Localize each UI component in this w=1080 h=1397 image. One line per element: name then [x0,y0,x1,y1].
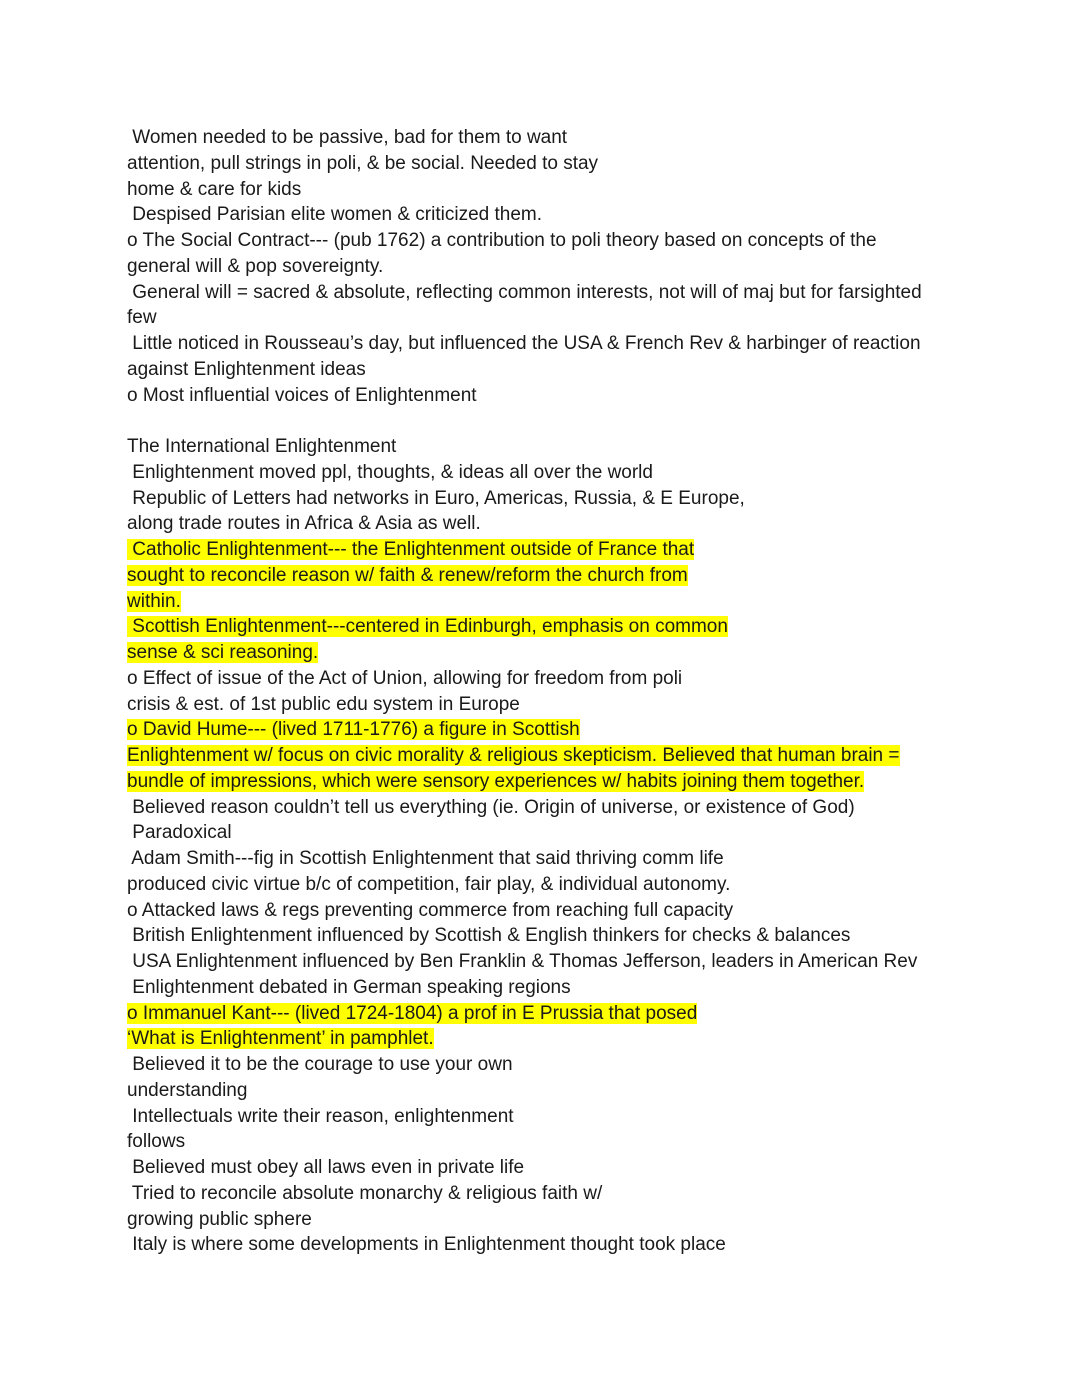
highlighted-note-line [127,743,957,769]
note-line-text: follows [127,1131,186,1153]
note-line [127,820,957,846]
note-line-text: Little noticed in Rousseau’s day, but influenced the USA & French Rev & harbinger of reaction [127,333,921,354]
note-line-text: Believed reason couldn’t tell us everything (ie. Origin of universe, or existence of God) [127,796,855,818]
note-line-text: sense & sci reasoning. [127,642,319,663]
note-line [127,383,957,409]
note-line [127,254,957,280]
notes-body [127,125,957,1258]
note-line [127,460,957,486]
note-line [127,923,957,949]
note-line-text: Scottish Enlightenment---centered in Edinburgh, emphasis on common [127,616,728,638]
note-line-text: Believed it to be the courage to use your own [127,1054,513,1075]
note-line [127,1181,957,1207]
note-line-text: Catholic Enlightenment--- the Enlightenment outside of France that [127,539,695,560]
note-line-text: sought to reconcile reason w/ faith & renew/reform the church from [127,564,688,586]
note-line-text: against Enlightenment ideas [127,358,366,380]
note-line-text: home & care for kids [127,178,302,200]
note-line-text: o Effect of issue of the Act of Union, allowing for freedom from poli [127,667,683,689]
note-line-text: bundle of impressions, which were sensory experiences w/ habits joining them together. [127,770,865,792]
note-line [127,486,957,512]
note-line [127,1207,957,1233]
note-line-text: Paradoxical [127,822,232,844]
note-line [127,872,957,898]
note-line [127,949,957,975]
note-line [127,666,957,692]
note-line [127,125,957,151]
note-line-text: British Enlightenment influenced by Scottish & English thinkers for checks & balances [127,925,851,947]
note-line [127,202,957,228]
note-line [127,975,957,1001]
note-line-text: Adam Smith---fig in Scottish Enlightenment that said thriving comm life [127,848,724,869]
note-line-text: o David Hume--- (lived 1711-1776) a figure in Scottish [127,719,580,741]
note-line [127,795,957,821]
note-line-text: The International Enlightenment [127,436,397,457]
note-line-text: USA Enlightenment influenced by Ben Franklin & Thomas Jefferson, leaders in American Rev [127,951,918,972]
note-line [127,280,957,306]
note-line-text: Italy is where some developments in Enlightenment thought took place [127,1234,726,1256]
highlighted-note-line [127,537,957,563]
note-line [127,434,957,460]
note-line-text: understanding [127,1079,248,1101]
note-line [127,151,957,177]
note-line-text: General will = sacred & absolute, reflecting common interests, not will of maj but for farsighted [127,281,922,303]
note-line-text: o Attacked laws & regs preventing commerce from reaching full capacity [127,899,734,921]
highlighted-note-line [127,769,957,795]
note-line-text: Women needed to be passive, bad for them to want [127,127,568,148]
highlighted-note-line [127,589,957,615]
note-line [127,846,957,872]
note-line [127,511,957,537]
note-line [127,357,957,383]
note-line-text: o The Social Contract--- (pub 1762) a contribution to poli theory based on concepts of the [127,230,877,251]
note-line-text: attention, pull strings in poli, & be social. Needed to stay [127,152,599,174]
note-line [127,898,957,924]
note-line-text: Republic of Letters had networks in Euro, Americas, Russia, & E Europe, [127,487,745,509]
note-line [127,692,957,718]
note-line-text: ‘What is Enlightenment’ in pamphlet. [127,1028,434,1050]
note-line [127,305,957,331]
note-line-text: o Most influential voices of Enlightenment [127,384,477,406]
note-line [127,331,957,357]
note-line [127,1052,957,1078]
highlighted-note-line [127,614,957,640]
note-line-text: Tried to reconcile absolute monarchy & religious faith w/ [127,1182,603,1204]
note-line [127,1129,957,1155]
highlighted-note-line [127,640,957,666]
note-line [127,1078,957,1104]
note-line [127,228,957,254]
note-line-text: Enlightenment w/ focus on civic morality & religious skepticism. Believed that human brain = [127,745,900,766]
highlighted-note-line [127,1026,957,1052]
note-line [127,1104,957,1130]
paragraph-gap [127,408,957,434]
highlighted-note-line [127,1001,957,1027]
note-line-text: crisis & est. of 1st public edu system in Europe [127,693,520,715]
highlighted-note-line [127,717,957,743]
note-line-text: along trade routes in Africa & Asia as well. [127,513,481,535]
note-line-text: Believed must obey all laws even in private life [127,1157,525,1178]
note-line-text: within. [127,590,181,612]
note-line-text: general will & pop sovereignty. [127,255,384,277]
note-line-text: Despised Parisian elite women & criticized them. [127,204,543,226]
note-line [127,177,957,203]
note-line-text: produced civic virtue b/c of competition, fair play, & individual autonomy. [127,873,731,895]
note-line-text: o Immanuel Kant--- (lived 1724-1804) a prof in E Prussia that posed [127,1002,698,1024]
note-line-text: growing public sphere [127,1208,312,1230]
note-line [127,1155,957,1181]
note-line [127,1232,957,1258]
note-line-text: few [127,307,157,329]
highlighted-note-line [127,563,957,589]
note-line-text: Intellectuals write their reason, enlightenment [127,1105,514,1127]
note-line-text: Enlightenment moved ppl, thoughts, & ideas all over the world [127,461,653,483]
note-line-text: Enlightenment debated in German speaking regions [127,976,571,998]
